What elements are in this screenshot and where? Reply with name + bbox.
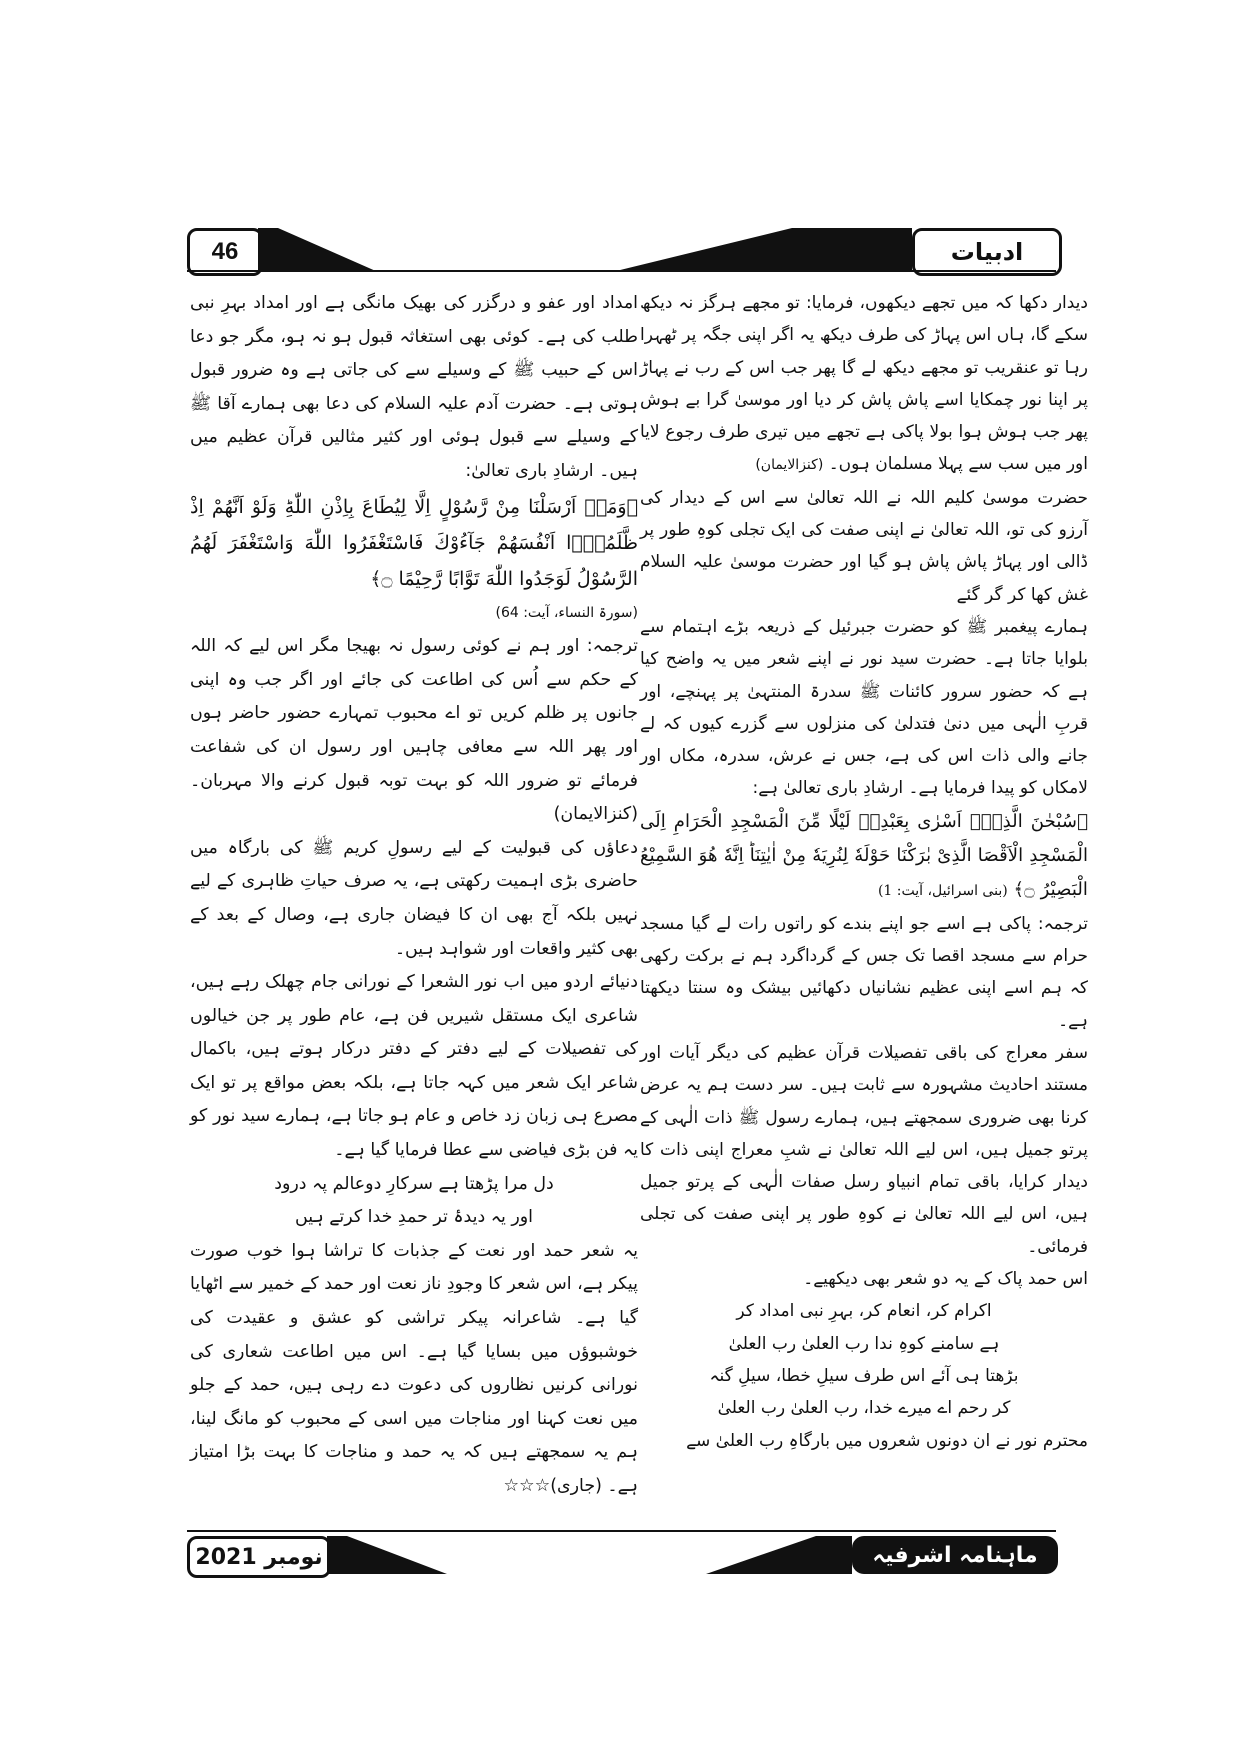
paragraph: سفر معراج کی باقی تفصیلات قرآن عظیم کی دیگر آیات اور مستند احادیث مشہورہ سے ثابت ہیں۔ سر دست ہم یہ عرض کرنا بھی ضروری سمجھتے ہیں، ہمارے رسول ﷺ ذات الٰہی کے پرتو جمیل ہیں، اس لیے اللہ تعالیٰ نے شبِ معراج اپنی ذات کا دیدار کرایا، باقی تمام انبیاو رسل صفات الٰہی کے پرتو جمیل ہیں، اس لیے اللہ تعالیٰ نے کوہِ طور پر اپنی صفت کی تجلی فرمائی۔ xyxy=(640,1042,1088,1257)
section-title: ادبیات xyxy=(912,228,1062,276)
paragraph: اس حمد پاک کے یہ دو شعر بھی دیکھیے۔ xyxy=(803,1269,1088,1290)
poem-line: بڑھتا ہی آئے اس طرف سیلِ خطا، سیلِ گنہ xyxy=(709,1365,1019,1386)
quran-verse: ﴿وَمَاۤ اَرْسَلْنَا مِنْ رَّسُوْلٍ اِلَّا لِیُطَاعَ بِاِذْنِ اللّٰهِؕ وَلَوْ اَنَّهُمْ اِذْ ظَّلَمُوْۤا اَنْفُسَهُمْ جَآءُوْكَ فَاسْتَغْفَرُوا اللّٰهَ وَاسْتَغْفَرَ لَهُمُ الرَّسُوْلُ لَوَجَدُوا اللّٰهَ تَوَّابًا رَّحِیْمًا ۝﴾ xyxy=(190,495,638,590)
verse-reference: (سورۃ النساء، آیت: 64) xyxy=(495,604,638,621)
header-rule xyxy=(187,270,1056,272)
poem-line: اور یہ دیدۂ تر حمدِ خدا کرتے ہیں xyxy=(295,1207,533,1228)
footer-rule xyxy=(187,1530,1056,1532)
verse-reference: (بنی اسرائیل، آیت: 1) xyxy=(877,882,1008,899)
paragraph: محترم نور نے ان دونوں شعروں میں بارگاہِ رب العلیٰ سے xyxy=(686,1430,1088,1451)
paragraph: دعاؤں کی قبولیت کے لیے رسولِ کریم ﷺ کی بارگاہ میں حاضری بڑی اہمیت رکھتی ہے، یہ صرف حیاتِ ظاہری کے لیے نہیں بلکہ آج بھی ان کا فیضان جاری ہے، وصال کے بعد کے بھی کثیر واقعات اور شواہد ہیں۔ xyxy=(190,837,638,959)
paragraph: دنیائے اردو میں اب نور الشعرا کے نورانی جام چھلک رہے ہیں، شاعری ایک مستقل شیریں فن ہے، عام طور پر جن خیالوں کی تفصیلات کے لیے دفتر کے دفتر درکار ہوتے ہیں، باکمال شاعر ایک شعر میں کہہ جاتا ہے، بلکہ بعض مواقع پر تو ایک مصرع ہی زبان زد خاص و عام ہو جاتا ہے، ہمارے سید نور کو یہ فن بڑی فیاضی سے عطا فرمایا گیا ہے۔ xyxy=(190,972,638,1161)
issue-date: نومبر 2021 xyxy=(187,1536,331,1578)
paragraph: ترجمہ: پاکی ہے اسے جو اپنے بندے کو راتوں رات لے گیا مسجد حرام سے مسجد اقصا تک جس کے گرداگرد ہم نے برکت رکھی کہ ہم اسے اپنی عظیم نشانیاں دکھائیں بیشک وہ سنتا دیکھتا ہے۔ xyxy=(640,913,1088,1031)
paragraph: یہ شعر حمد اور نعت کے جذبات کا تراشا ہوا خوب صورت پیکر ہے، اس شعر کا وجودِ ناز نعت اور حمد کے خمیر سے اٹھایا گیا ہے۔ شاعرانہ پیکر تراشی کو عشق و عقیدت کی خوشبوؤں میں بسایا گیا ہے۔ اس میں اطاعت شعاری کی نورانی کرنیں نظاروں کی دعوت دے رہی ہیں، حمد کے جلو میں نعت کہنا اور مناجات میں اسی کے محبوب کو مانگ لینا، ہم یہ سمجھتے ہیں کہ یہ حمد و مناجات کا بہت بڑا امتیاز ہے۔ (جاری)☆☆☆ xyxy=(190,1240,638,1496)
page-number: 46 xyxy=(187,228,263,276)
poem-line: ہے سامنے کوہِ ندا رب العلیٰ رب العلیٰ xyxy=(728,1333,1000,1354)
paragraph: ہمارے پیغمبر ﷺ کو حضرت جبرئیل کے ذریعہ بڑے اہتمام سے بلوایا جاتا ہے۔ حضرت سید نور نے اپنے شعر میں یہ واضح کیا ہے کہ حضور سرور کائنات ﷺ سدرۃ المنتہیٰ پر پہنچے، اور قربِ الٰہی میں دنیٰ فتدلیٰ کی منزلوں سے گزرے کیوں کہ لے جانے والی ذات اس کی ہے، جس نے عرش، سدرہ، مکاں اور لامکاں کو پیدا فرمایا ہے۔ ارشادِ باری تعالیٰ ہے: xyxy=(640,616,1088,799)
paragraph: ترجمہ: اور ہم نے کوئی رسول نہ بھیجا مگر اس لیے کہ اللہ کے حکم سے اُس کی اطاعت کی جائے اور اگر جب وہ اپنی جانوں پر ظلم کریں تو اے محبوب تمہارے حضور حاضر ہوں اور پھر اللہ سے معافی چاہیں اور رسول ان کی شفاعت فرمائے تو ضرور اللہ کو بہت توبہ قبول کرنے والا مہربان۔ (کنزالایمان) xyxy=(190,636,638,825)
paragraph: حضرت موسیٰ کلیم اللہ نے اللہ تعالیٰ سے اس کے دیدار کی آرزو کی تو، اللہ تعالیٰ نے اپنی صفت کی ایک تجلی کوہِ طور پر ڈالی اور پہاڑ پاش پاش ہو گیا اور حضرت موسیٰ علیہ السلام غش کھا کر گر گئے xyxy=(640,487,1088,605)
paragraph: دیدار دکھا کہ میں تجھے دیکھوں، فرمایا: تو مجھے ہرگز نہ دیکھ سکے گا، ہاں اس پہاڑ کی طرف دیکھ یہ اگر اپنی جگہ پر ٹھہرا رہا تو عنقریب تو مجھے دیکھ لے گا پھر جب اس کے رب نے پہاڑ پر اپنا نور چمکایا اسے پاش پاش کر دیا اور موسیٰ گرا بے ہوش پھر جب ہوش ہوا بولا پاکی ہے تجھے میں تیری طرف رجوع لایا اور میں سب سے پہلا مسلمان ہوں۔ (کنزالایمان) xyxy=(640,293,1088,475)
right-column xyxy=(640,287,1088,1457)
poem-line: کر رحم اے میرے خدا، رب العلیٰ رب العلیٰ xyxy=(717,1398,1011,1419)
reference: (کنزالایمان) xyxy=(755,457,824,474)
footer-wedge-right xyxy=(706,1536,852,1576)
header-wedge-right xyxy=(612,228,912,274)
left-column xyxy=(190,287,638,1504)
continued-label: (جاری) xyxy=(550,1476,602,1496)
paragraph: امداد اور عفو و درگزر کی بھیک مانگی ہے اور امداد بہرِ نبی طلب کی ہے۔ کوئی بھی استغاثہ قبول ہو نہ ہو، مگر جو دعا اس کے حبیب ﷺ کے وسیلے سے کی جاتی ہے وہ ضرور قبول ہوتی ہے۔ حضرت آدم علیہ السلام کی دعا بھی ہمارے آقا ﷺ کے وسیلے سے قبول ہوئی اور کثیر مثالیں قرآن عظیم میں ہیں۔ ارشادِ باری تعالیٰ: xyxy=(190,293,638,481)
header-wedge-left xyxy=(258,228,378,274)
stars-ornament: ☆☆☆ xyxy=(503,1476,551,1496)
poem-line: دل مرا پڑھتا ہے سرکارِ دوعالم پہ درود xyxy=(274,1173,554,1194)
magazine-name: ماہنامہ اشرفیہ xyxy=(852,1536,1058,1574)
poem-line: اکرام کر، انعام کر، بہرِ نبی امداد کر xyxy=(736,1301,992,1322)
quran-verse: ﴿سُبْحٰنَ الَّذِیْۤ اَسْرٰى بِعَبْدِهٖ لَیْلًا مِّنَ الْمَسْجِدِ الْحَرَامِ اِلَى الْمَسْجِدِ الْاَقْصَا الَّذِیْ بٰرَكْنَا حَوْلَهٗ لِنُرِیَهٗ مِنْ اٰیٰتِنَاؕ اِنَّهٗ هُوَ السَّمِیْعُ الْبَصِیْرُ ۝﴾ (بنی اسرائیل، آیت: 1) xyxy=(640,810,1088,900)
footer-wedge-left xyxy=(327,1536,447,1576)
